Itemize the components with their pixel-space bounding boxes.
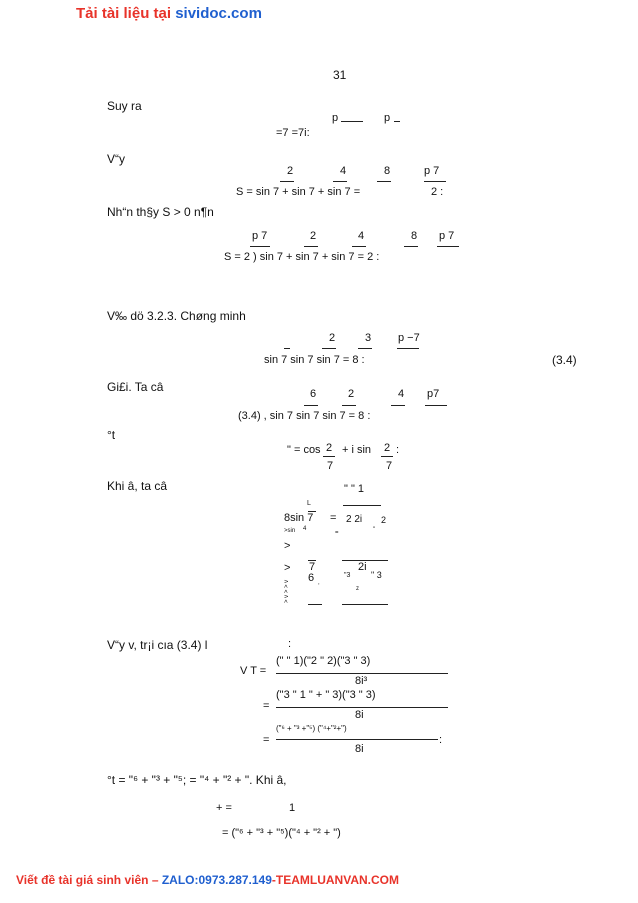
text-nhan-thay: Nh“n th§y S > 0 n¶n — [107, 205, 214, 219]
footer-part1: Viết đề tài giá sinh viên – — [16, 873, 162, 887]
p7: p 7 — [252, 230, 268, 242]
num-4: 4 — [398, 388, 405, 400]
text-vay: V“y — [107, 152, 125, 166]
header-prefix: Tải tài liệu tại — [76, 5, 176, 22]
num-4: 4 — [340, 165, 347, 177]
num-8: 8 — [384, 165, 391, 177]
equation-label: (3.4) — [552, 353, 577, 367]
text-suy-ra: Suy ra — [107, 99, 142, 113]
frac-bar — [391, 405, 405, 406]
vt3-denominator: 8i — [355, 743, 364, 755]
text-giai: Gi£i. Ta câ — [107, 380, 164, 394]
frac-bar — [323, 456, 335, 457]
example-heading: V‰ dö 3.2.3. Chøng minh — [107, 309, 246, 323]
frac-bar — [308, 604, 322, 605]
num-2: 2 — [329, 332, 336, 344]
frac-bar — [333, 181, 347, 182]
frac-bar — [308, 511, 316, 512]
num-6: 6 — [310, 388, 317, 400]
eps-frac-num: 2 — [326, 442, 333, 454]
kd-7: 7 — [309, 561, 316, 573]
frac-bar — [276, 707, 448, 708]
kd-2: 2 — [381, 515, 387, 525]
text-dat-2: °t = "⁶ + "³ + "⁵; = "⁴ + "² + ". Khi â, — [107, 773, 287, 787]
text-vay-ve-trai: V“y v, tr¡i cıa (3.4) l — [107, 638, 208, 652]
kd-small-comma: , — [318, 580, 320, 586]
product-line: = ("⁶ + "³ + "⁵)("⁴ + "² + ") — [222, 827, 341, 839]
p7: p −7 — [398, 332, 420, 344]
kd-22i: 2 2i — [346, 514, 363, 525]
vt3-numerator: ("⁶ + "³ +"⁵) ("⁴+"²+") — [276, 724, 347, 733]
page-number: 31 — [333, 68, 347, 82]
footer-zalo[interactable]: ZALO:0973.287.149 — [161, 873, 272, 887]
vt-denominator: 8i³ — [355, 675, 368, 687]
frac-bar — [425, 405, 447, 406]
frac-bar — [381, 456, 393, 457]
frac-bar — [250, 246, 270, 247]
s2-equation: S = 2 ) sin 7 + sin 7 + sin 7 = 2 : — [224, 251, 380, 263]
p-symbol-1: p — [332, 112, 339, 124]
frac-bar — [397, 348, 419, 349]
header-site[interactable]: sividoc.com — [175, 5, 262, 22]
frac-bar — [377, 181, 391, 182]
footer-link[interactable] — [16, 874, 399, 886]
frac-bar — [358, 348, 372, 349]
frac-bar — [437, 246, 459, 247]
num-8: 8 — [411, 230, 418, 242]
num-2: 2 — [310, 230, 317, 242]
kd-vertical-marks: > v > > v — [284, 579, 290, 603]
eps-definition: " = cos — [287, 444, 321, 456]
giai-equation: (3.4) , sin 7 sin 7 sin 7 = 8 : — [238, 410, 371, 422]
frac-bar — [404, 246, 418, 247]
kd-small-z: z — [356, 586, 359, 592]
text-khi-do: Khi â, ta câ — [107, 479, 168, 493]
frac-bar — [342, 604, 388, 605]
frac-bar — [304, 405, 318, 406]
vt2-denominator: 8i — [355, 709, 364, 721]
vt2-numerator: ("3 " 1 " + " 3)("3 " 3) — [276, 689, 376, 701]
vt-label: V T = — [240, 665, 267, 677]
frac-bar — [280, 181, 294, 182]
vt3-colon: : — [439, 734, 443, 746]
kd-gt: > — [284, 540, 291, 552]
eq-sign: = — [263, 734, 270, 746]
text-dat: °t — [107, 428, 116, 442]
kd-2i: 2i — [358, 561, 367, 573]
kd-e3: "3 — [344, 572, 351, 579]
vt-numerator: (" " 1)("2 " 2)("3 " 3) — [276, 655, 371, 667]
frac-bar — [424, 181, 446, 182]
num-4: 4 — [358, 230, 365, 242]
eps-frac-den: 7 — [327, 460, 334, 472]
kd-small-mark: L — [307, 500, 311, 507]
eq-7-7i: =7 =7i: — [276, 127, 310, 139]
eps-frac-den: 7 — [386, 460, 393, 472]
frac-bar — [284, 348, 290, 349]
kd-6: 6 — [308, 572, 315, 584]
frac-bar — [322, 348, 336, 349]
p7: p 7 — [439, 230, 455, 242]
num-3: 3 — [365, 332, 372, 344]
frac-bar — [343, 505, 381, 506]
kd-8sin: 8sin 7 — [284, 512, 314, 524]
one: 1 — [289, 802, 296, 814]
kd-small-eq: = — [335, 530, 339, 536]
sqrt-bar — [394, 121, 400, 122]
frac-bar — [276, 739, 438, 740]
footer-site[interactable]: -TEAMLUANVAN.COM — [271, 873, 399, 887]
kd-top: " " 1 — [344, 483, 365, 495]
example-equation: sin 7 sin 7 sin 7 = 8 : — [264, 354, 365, 366]
num-2: 2 — [287, 165, 294, 177]
s-equation: S = sin 7 + sin 7 + sin 7 = — [236, 186, 361, 198]
kd-small-4: 4 — [303, 526, 307, 532]
sqrt-bar — [341, 121, 363, 122]
colon: : — [288, 638, 292, 650]
eps-frac-num: 2 — [384, 442, 391, 454]
frac-bar — [304, 246, 318, 247]
kd-eq: = — [330, 512, 337, 524]
p7: p 7 — [424, 165, 440, 177]
plus-eq: + = — [216, 802, 232, 814]
eq-sign: = — [263, 700, 270, 712]
kd-small-q: " — [373, 527, 376, 533]
num-2: 2 — [348, 388, 355, 400]
eps-plus: + i sin — [342, 444, 372, 456]
s-denominator: 2 : — [431, 186, 444, 198]
frac-bar — [352, 246, 366, 247]
p-symbol-2: p — [384, 112, 391, 124]
frac-bar — [342, 405, 356, 406]
p7: p7 — [427, 388, 440, 400]
kd-q3: " 3 — [371, 570, 382, 580]
kd-gt: > — [284, 562, 291, 574]
kd-small-sin: >sin — [284, 528, 296, 534]
frac-bar — [276, 673, 448, 674]
eps-colon: : — [396, 444, 400, 456]
header-link[interactable] — [76, 6, 262, 21]
